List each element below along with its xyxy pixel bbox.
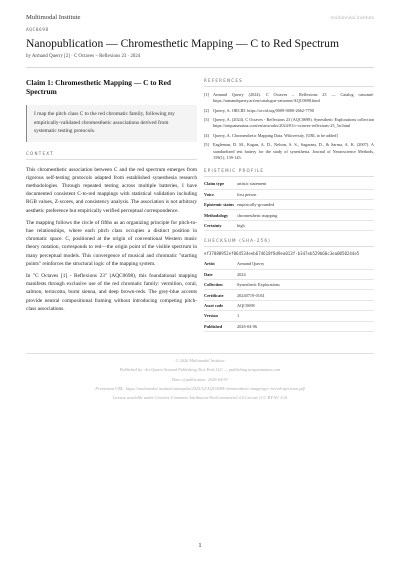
reference-number: [1] — [204, 91, 209, 97]
checksum-divider — [204, 246, 374, 247]
header-divider — [26, 67, 374, 68]
page-footer — [26, 353, 374, 401]
epistemic-heading: EPISTEMIC PROFILE — [204, 168, 265, 174]
content-columns — [26, 78, 374, 332]
context-paragraph: This chromesthetic association between C and the red spectrum emerges from rigorous self-testing protocols adapted from established synesthesia research methodologies. Through repeated testing across multiple batteries, I have documented consistent C-to-red mappings with statistical validation including RGB values, Z-scores, and consistency analysis. The association is not arbitrary aesthetic preference but empirically verified perceptual correspondence. — [26, 166, 197, 214]
right-column — [204, 78, 374, 332]
field-value: AQC0698 — [237, 300, 374, 310]
context-divider — [26, 159, 197, 160]
field-label: Artist — [204, 259, 237, 269]
reference-item — [204, 117, 374, 130]
epistemic-table — [204, 179, 374, 231]
table-row — [204, 290, 374, 300]
table-row — [204, 300, 374, 310]
reference-number: [4] — [204, 132, 209, 138]
reference-item — [204, 142, 374, 161]
site-url[interactable]: multimodal.institute — [330, 15, 374, 21]
table-row — [204, 210, 374, 220]
table-row — [204, 311, 374, 321]
context-paragraph: In "C Octaves [1] - Reflexions 23" (AQC0698), this foundational mapping manifests through exclusive use of the red chromatic family: vermilion, coral, salmon, terracotta, burnt sienna, and deep brown-reds. The grey-blue accents provide neutral compositional framing without introducing competing pitch-class associations. — [26, 272, 197, 312]
field-value: 1 — [237, 311, 374, 321]
claim-title: Claim 1: Chromesthetic Mapping — C to Red Spectrum — [26, 77, 171, 97]
reference-number: [3] — [204, 117, 209, 123]
left-column — [26, 78, 197, 332]
table-row — [204, 259, 374, 269]
field-value: 20240719-0104 — [237, 290, 374, 300]
field-value: 2026-04-06 — [237, 321, 374, 331]
references-divider — [204, 86, 374, 87]
table-row — [204, 200, 374, 210]
checksum-heading: CHECKSUM (SHA-256) — [204, 238, 271, 244]
table-row — [204, 220, 374, 230]
context-heading: CONTEXT — [26, 150, 54, 156]
table-row — [204, 179, 374, 189]
metadata-table — [204, 259, 374, 332]
reference-item — [204, 133, 374, 139]
footer-copyright: © 2026 Multimodal Institute — [175, 358, 225, 363]
byline: by Armand Querry [2] · C Octaves – Reflexions 23 · 2024 — [26, 53, 141, 59]
claim-abstract: I map the pitch class C to the red chromatic family, following my empirically-validated chromesthetic associations derived from systematic testing protocols. — [26, 105, 197, 141]
context-paragraph: The mapping follows the circle of fifths as an organizing principle for pitch-to-hue relationships, where each pitch class occupies a distinct position in chromatic space. C, positioned at the origin of conventional Western music theory notation, corresponds to red—the origin point of the visible spectrum in many perceptual models. This convergence of musical and chromatic "starting points" reinforces the structural logic of the mapping system. — [26, 219, 197, 267]
page-title: Nanopublication — Chromesthetic Mapping — C to Red Spectrum — [26, 37, 339, 50]
top-bar — [26, 14, 374, 21]
field-label: Asset code — [204, 300, 237, 310]
field-value: empirically-grounded — [237, 200, 374, 210]
field-label: Certainty — [204, 220, 237, 230]
reference-text: Eagleman, D. M., Kagan, A. D., Nelson, S. S., Sagaram, D., & Sarma, A. K. (2007). A standardized test battery for the study of synesthesia. Journal of Neuroscience Methods, 159(1), 139-145. — [213, 142, 374, 160]
field-label: Methodology — [204, 210, 237, 220]
field-label: Version — [204, 311, 237, 321]
table-row — [204, 189, 374, 199]
field-value: chromesthetic mapping — [237, 210, 374, 220]
field-value: high — [237, 220, 374, 230]
field-label: Collection — [204, 280, 237, 290]
checksum-value: ef37880952ef064534eeb674618f8d9ea013f-b347eb529b60c3ea0050244e5 — [204, 251, 360, 257]
reference-text[interactable]: Querry, A. ORCID: https://orcid.org/0009-0000-2662-7790 — [213, 107, 314, 113]
reference-item — [204, 92, 374, 105]
references-heading: REFERENCES — [204, 77, 243, 83]
epistemic-divider — [204, 176, 374, 177]
field-value: 2024 — [237, 269, 374, 279]
field-value: artistic statement — [237, 179, 374, 189]
field-label: Claim type — [204, 179, 237, 189]
reference-text[interactable]: Querry, A. (2024). C Octaves - Reflexions 23 (AQC0698). Synesthetic Explorations collection https://artquanasuina.com/en/artworks/2024/01/c-octaves-reflexions-23_5w.html — [213, 117, 374, 129]
field-label: Epistemic status — [204, 200, 237, 210]
site-name[interactable]: Multimodal Institute — [26, 14, 81, 21]
reference-item — [204, 108, 374, 114]
reference-text[interactable]: Armand Querry (2024). C Octaves – Reflexions 23 — Catalog raisonné. https://armandquerry.art/en/catalogue-raisonne/AQC0698.html — [213, 91, 374, 104]
footer-permanent-url[interactable]: Permanent URL: https://multimodal.institute/nanopubs/2025/12/AQC0698-chromesthetic-mapping-c-to-red-spectrum.pdf — [95, 385, 305, 391]
footer-publisher[interactable]: Published by: Art Quant-Armand Publishing New York LLC — publishing.artquantumus.com — [119, 367, 281, 373]
field-value: first person — [237, 189, 374, 199]
table-row — [204, 280, 374, 290]
field-label: Voice — [204, 189, 237, 199]
reference-text: Querry, A. Chromesthetic Mapping Data. Wikiversity. [URL to be added] — [213, 132, 338, 138]
reference-number: [2] — [204, 107, 209, 113]
table-row — [204, 269, 374, 279]
field-label: Certificate — [204, 290, 237, 300]
field-value: Armand Querry — [237, 259, 374, 269]
context-body — [26, 166, 197, 313]
table-row — [204, 321, 374, 331]
field-label: Published — [204, 321, 237, 331]
footer-license[interactable]: License available under Creative Commons Attribution-NonCommercial 4.0 License (CC BY-NC 4.0) — [112, 395, 288, 401]
footer-date: Date of publication: 2026-04-07 — [172, 376, 228, 382]
page-number: 1 — [198, 542, 202, 549]
document-id: AQC0698 — [26, 28, 49, 33]
field-label: Date — [204, 269, 237, 279]
field-value: Synesthetic Explorations — [237, 280, 374, 290]
footer-divider — [26, 353, 374, 354]
reference-number: [5] — [204, 142, 209, 148]
references-list — [204, 92, 374, 161]
